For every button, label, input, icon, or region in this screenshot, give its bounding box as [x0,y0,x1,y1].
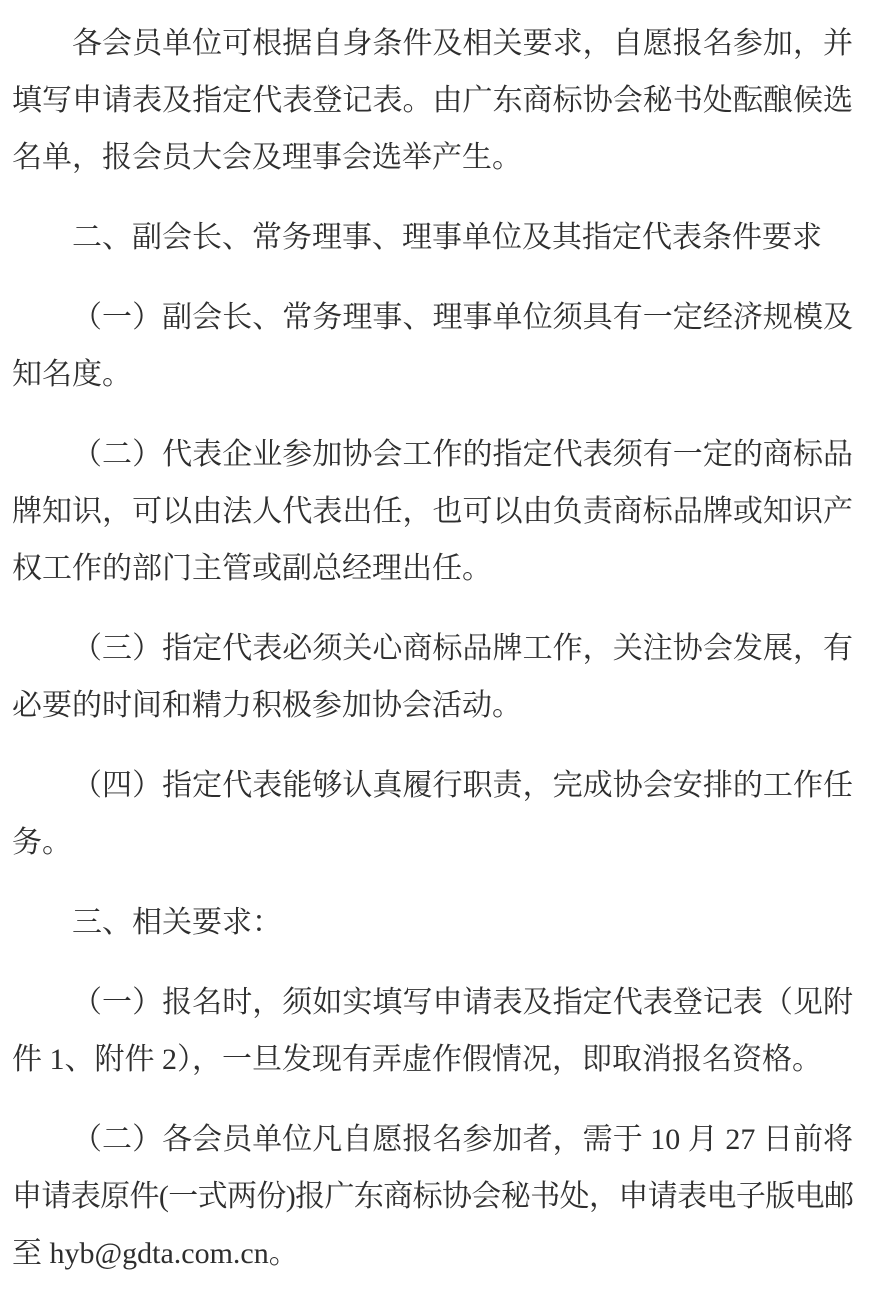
text-line: （二）各会员单位凡自愿报名参加者，需于 10 月 27 日前将 [72,1123,853,1156]
text-line: 务。 [12,826,72,859]
text-line: 各会员单位可根据自身条件及相关要求，自愿报名参加，并 [72,27,853,60]
paragraph [12,620,853,734]
paragraph [12,974,853,1088]
text-line: （二）代表企业参加协会工作的指定代表须有一定的商标品 [72,438,853,471]
section-heading [12,894,853,951]
paragraph [12,289,853,403]
text-line: 牌知识，可以由法人代表出任，也可以由负责商标品牌或知识产 [12,495,853,528]
text-line: 件 1、附件 2），一旦发现有弄虚作假情况，即取消报名资格。 [12,1043,822,1076]
paragraph [12,757,853,871]
text-line: （一）副会长、常务理事、理事单位须具有一定经济规模及 [72,301,853,334]
heading-line: 三、相关要求： [72,906,282,939]
text-line: （四）指定代表能够认真履行职责，完成协会安排的工作任 [72,769,853,802]
paragraph [12,426,853,597]
text-line: 名单，报会员大会及理事会选举产生。 [12,141,522,174]
text-line-email: 至 hyb@gdta.com.cn。 [12,1237,299,1270]
text-line: 申请表原件(一式两份)报广东商标协会秘书处，申请表电子版电邮 [12,1180,853,1213]
section-heading [12,209,853,266]
text-line: （三）指定代表必须关心商标品牌工作，关注协会发展，有 [72,632,853,665]
paragraph [12,1111,853,1282]
text-line: 权工作的部门主管或副总经理出任。 [12,552,492,585]
paragraph [12,15,853,186]
text-line: 填写申请表及指定代表登记表。由广东商标协会秘书处酝酿候选 [12,84,853,117]
text-line: （一）报名时，须如实填写申请表及指定代表登记表（见附 [72,986,853,1019]
heading-line: 二、副会长、常务理事、理事单位及其指定代表条件要求 [72,221,822,254]
text-line: 必要的时间和精力积极参加协会活动。 [12,689,522,722]
text-line: 知名度。 [12,358,132,391]
